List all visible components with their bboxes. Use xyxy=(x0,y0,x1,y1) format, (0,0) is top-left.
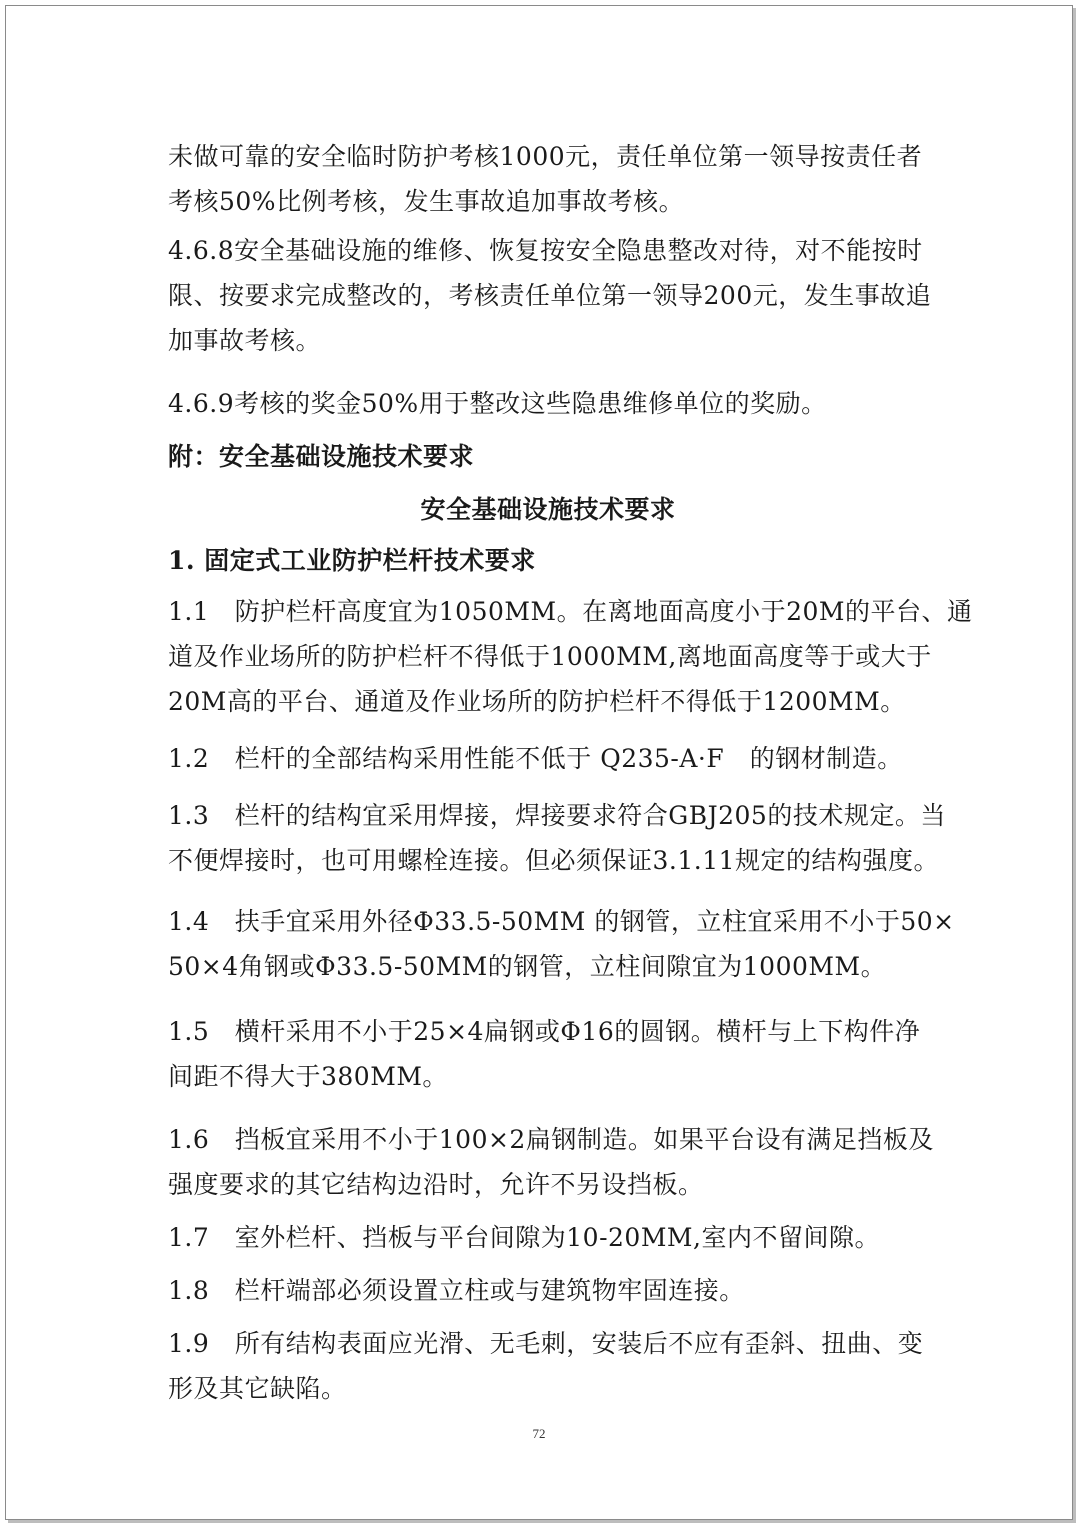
document-body xyxy=(168,134,973,1411)
paragraph-4-6-7-continued xyxy=(168,134,928,224)
text-line: 考核50%比例考核，发生事故追加事故考核。 xyxy=(168,187,685,216)
section-title xyxy=(168,487,928,532)
text-line: 安全基础设施技术要求 xyxy=(420,495,676,524)
clause-1-7 xyxy=(168,1215,928,1260)
section-1-heading xyxy=(168,538,928,583)
text-line: 20M高的平台、通道及作业场所的防护栏杆不得低于1200MM。 xyxy=(168,687,906,716)
paragraph-4-6-8 xyxy=(168,228,932,363)
text-line: 1.1 防护栏杆高度宜为1050MM。在离地面高度小于20M的平台、通 xyxy=(168,597,973,626)
text-line: 4.6.9考核的奖金50%用于整改这些隐患维修单位的奖励。 xyxy=(168,389,827,418)
text-line: 形及其它缺陷。 xyxy=(168,1374,347,1403)
clause-1-1 xyxy=(168,589,973,724)
clause-1-4 xyxy=(168,899,955,989)
paragraph-4-6-9 xyxy=(168,381,928,426)
text-line: 1.5 横杆采用不小于25×4扁钢或Φ16的圆钢。横杆与上下构件净 xyxy=(168,1017,921,1046)
text-line: 1.9 所有结构表面应光滑、无毛刺，安装后不应有歪斜、扭曲、变 xyxy=(168,1329,924,1358)
text-line: 1.3 栏杆的结构宜采用焊接，焊接要求符合GBJ205的技术规定。当 xyxy=(168,801,946,830)
clause-1-2 xyxy=(168,736,928,781)
clause-1-8 xyxy=(168,1268,928,1313)
page-number: 72 xyxy=(532,1426,546,1441)
document-page xyxy=(5,5,1073,1520)
text-line: 不便焊接时，也可用螺栓连接。但必须保证3.1.11规定的结构强度。 xyxy=(168,846,940,875)
text-line: 限、按要求完成整改的，考核责任单位第一领导200元，发生事故追 xyxy=(168,281,932,310)
text-line: 间距不得大于380MM。 xyxy=(168,1062,448,1091)
text-line: 未做可靠的安全临时防护考核1000元，责任单位第一领导按责任者 xyxy=(168,142,923,171)
text-line: 1.6 挡板宜采用不小于100×2扁钢制造。如果平台设有满足挡板及 xyxy=(168,1125,934,1154)
text-line: 加事故考核。 xyxy=(168,326,322,355)
text-line: 1.8 栏杆端部必须设置立柱或与建筑物牢固连接。 xyxy=(168,1276,745,1305)
text-line: 强度要求的其它结构边沿时，允许不另设挡板。 xyxy=(168,1170,704,1199)
text-line: 1. 固定式工业防护栏杆技术要求 xyxy=(168,546,536,575)
clause-1-6 xyxy=(168,1117,934,1207)
text-line: 50×4角钢或Φ33.5-50MM的钢管，立柱间隙宜为1000MM。 xyxy=(168,952,887,981)
text-line: 道及作业场所的防护栏杆不得低于1000MM,离地面高度等于或大于 xyxy=(168,642,932,671)
text-line: 4.6.8安全基础设施的维修、恢复按安全隐患整改对待，对不能按时 xyxy=(168,236,923,265)
clause-1-9 xyxy=(168,1321,928,1411)
clause-1-3 xyxy=(168,793,946,883)
text-line: 1.4 扶手宜采用外径Φ33.5-50MM 的钢管，立柱宜采用不小于50× xyxy=(168,907,955,936)
text-line: 1.7 室外栏杆、挡板与平台间隙为10-20MM,室内不留间隙。 xyxy=(168,1223,880,1252)
clause-1-5 xyxy=(168,1009,928,1099)
text-line: 1.2 栏杆的全部结构采用性能不低于 Q235-A·F 的钢材制造。 xyxy=(168,744,903,773)
appendix-heading xyxy=(168,434,928,479)
text-line: 附：安全基础设施技术要求 xyxy=(168,442,475,471)
